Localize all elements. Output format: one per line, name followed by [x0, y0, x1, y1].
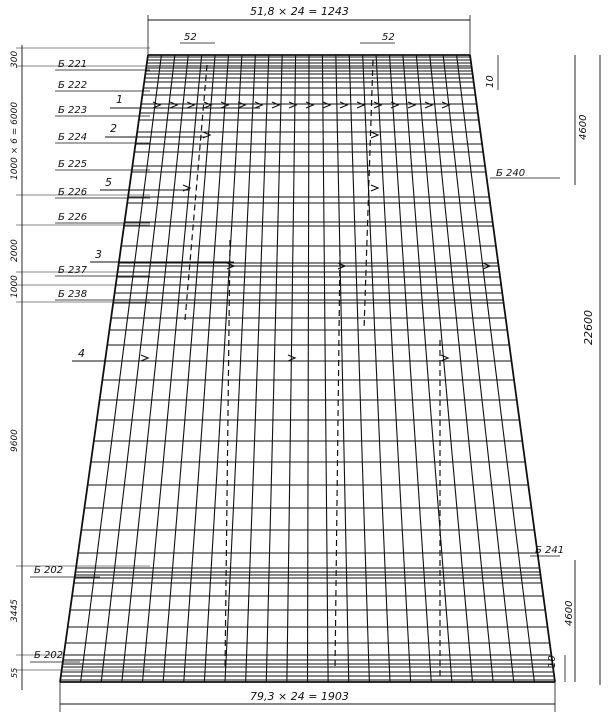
vertical-bar — [204, 55, 242, 682]
dashed-inner-line — [335, 250, 340, 670]
reinforcement-grid — [60, 55, 555, 682]
row-arrow — [371, 132, 378, 138]
bottom-width-dimension: 79,3 × 24 = 1903 — [250, 690, 349, 703]
vertical-bar — [266, 55, 282, 682]
row-arrow — [170, 102, 177, 108]
vertical-bar — [143, 55, 202, 682]
beam-label-b202b: Б 202 — [34, 650, 64, 661]
right-lower-dimension: 4600 — [564, 600, 575, 626]
row-arrow — [141, 355, 148, 361]
vertical-bar — [376, 55, 411, 682]
marker-2: 2 — [110, 122, 117, 135]
beam-label-b221: Б 221 — [58, 59, 88, 70]
row-arrow — [153, 102, 160, 108]
row-arrow — [187, 102, 194, 108]
beam-label-b238: Б 238 — [58, 289, 88, 300]
vertical-bar — [322, 55, 328, 682]
vertical-bar — [225, 55, 255, 682]
row-arrow — [306, 102, 313, 108]
top-gap-left-dimension: 52 — [184, 32, 197, 43]
beam-label-b222: Б 222 — [58, 80, 88, 91]
beam-label-b225: Б 225 — [58, 159, 88, 170]
row-arrow — [357, 102, 364, 108]
left-mid1-dimension: 2000 — [10, 239, 20, 262]
vertical-bar — [443, 55, 514, 682]
vertical-bar — [101, 55, 175, 682]
vertical-bar — [184, 55, 229, 682]
row-arrow — [204, 102, 211, 108]
right-upper-dimension: 4600 — [578, 114, 589, 140]
top-width-dimension: 51,8 × 24 = 1243 — [250, 5, 349, 18]
left-top-dimension: 300 — [10, 50, 20, 68]
beam-label-b224: Б 224 — [58, 132, 88, 143]
row-arrow — [340, 102, 347, 108]
vertical-bar — [308, 55, 310, 682]
beam-label-b241: Б 241 — [535, 545, 565, 556]
vertical-bar — [336, 55, 349, 682]
vertical-bar — [81, 55, 162, 682]
left-block-dimension: 1000 × 6 = 6000 — [10, 101, 20, 180]
row-arrow — [391, 102, 398, 108]
marker-3: 3 — [95, 248, 102, 261]
beam-label-b237: Б 237 — [58, 265, 88, 276]
row-arrow — [272, 102, 279, 108]
left-bottom-dimension: 55 — [10, 667, 19, 678]
vertical-bar — [122, 55, 188, 682]
row-arrow — [441, 355, 448, 361]
marker-4: 4 — [78, 347, 85, 360]
vertical-bar — [60, 55, 148, 682]
dashed-inner-line — [364, 60, 373, 330]
row-arrow — [371, 185, 378, 191]
beam-label-b223: Б 223 — [58, 105, 88, 116]
row-arrow — [255, 102, 262, 108]
right-total-dimension: 22600 — [582, 310, 595, 345]
row-arrow — [323, 102, 330, 108]
vertical-bar — [246, 55, 269, 682]
top-gap-right-dimension: 52 — [382, 32, 395, 43]
beam-label-b226a: Б 226 — [58, 187, 88, 198]
row-arrow — [374, 102, 381, 108]
vertical-bar — [163, 55, 215, 682]
beam-label-b226b: Б 226 — [58, 212, 88, 223]
left-lower-dimension: 3445 — [10, 599, 20, 622]
vertical-bar — [457, 55, 535, 682]
row-arrow — [442, 102, 449, 108]
bottom-right-small-dimension: 10 — [547, 655, 558, 668]
vertical-bar — [470, 55, 555, 682]
marker-5: 5 — [105, 176, 112, 189]
left-big-dimension: 9600 — [10, 429, 20, 452]
row-arrow — [408, 102, 415, 108]
top-right-small-dimension: 10 — [485, 75, 496, 88]
beam-label-b240: Б 240 — [496, 168, 526, 179]
beam-label-b202a: Б 202 — [34, 565, 64, 576]
row-arrow — [425, 102, 432, 108]
vertical-bar — [287, 55, 296, 682]
marker-1: 1 — [116, 93, 123, 106]
left-mid2-dimension: 1000 — [10, 275, 20, 298]
